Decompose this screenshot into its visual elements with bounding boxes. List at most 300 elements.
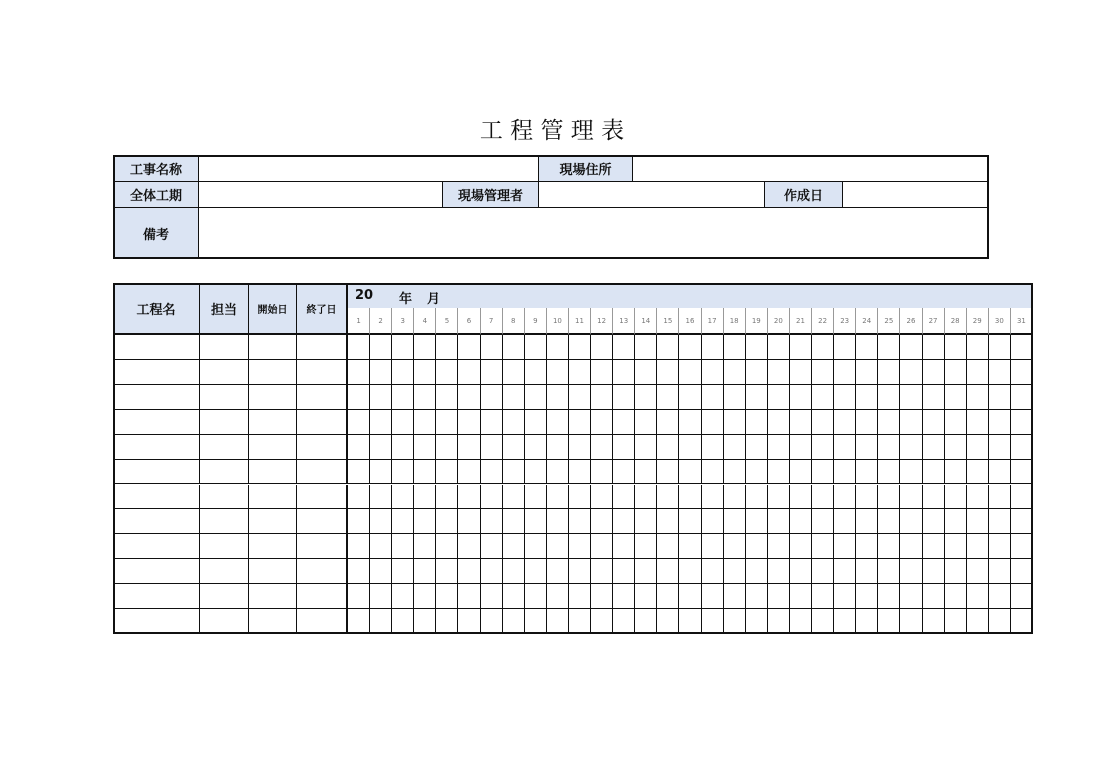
- day-cell[interactable]: [458, 460, 480, 484]
- day-cell[interactable]: [635, 385, 657, 409]
- day-cell[interactable]: [348, 485, 370, 509]
- day-cell[interactable]: [436, 385, 458, 409]
- person-cell[interactable]: [200, 534, 249, 558]
- day-cell[interactable]: [591, 385, 613, 409]
- day-cell[interactable]: [856, 485, 878, 509]
- day-cell[interactable]: [989, 584, 1011, 608]
- day-cell[interactable]: [679, 460, 701, 484]
- day-cell[interactable]: [900, 460, 922, 484]
- day-cell[interactable]: [481, 435, 503, 459]
- day-cell[interactable]: [436, 435, 458, 459]
- day-cell[interactable]: [547, 509, 569, 533]
- day-cell[interactable]: [834, 509, 856, 533]
- day-cell[interactable]: [414, 534, 436, 558]
- day-cell[interactable]: [989, 509, 1011, 533]
- day-cell[interactable]: [370, 335, 392, 359]
- day-cell[interactable]: [702, 584, 724, 608]
- end-date-cell[interactable]: [297, 435, 348, 459]
- day-cell[interactable]: [702, 435, 724, 459]
- day-cell[interactable]: [657, 609, 679, 634]
- day-cell[interactable]: [900, 485, 922, 509]
- day-cell[interactable]: [569, 385, 591, 409]
- person-cell[interactable]: [200, 584, 249, 608]
- day-cell[interactable]: [834, 609, 856, 634]
- day-cell[interactable]: [591, 534, 613, 558]
- day-cell[interactable]: [392, 609, 414, 634]
- day-cell[interactable]: [458, 360, 480, 384]
- day-cell[interactable]: [856, 335, 878, 359]
- day-cell[interactable]: [392, 435, 414, 459]
- day-cell[interactable]: [547, 485, 569, 509]
- day-cell[interactable]: [834, 360, 856, 384]
- person-cell[interactable]: [200, 385, 249, 409]
- start-date-cell[interactable]: [249, 485, 297, 509]
- day-cell[interactable]: [856, 584, 878, 608]
- day-cell[interactable]: [790, 559, 812, 583]
- day-cell[interactable]: [945, 559, 967, 583]
- day-cell[interactable]: [768, 410, 790, 434]
- day-cell[interactable]: [900, 410, 922, 434]
- day-cell[interactable]: [878, 509, 900, 533]
- day-cell[interactable]: [657, 485, 679, 509]
- end-date-cell[interactable]: [297, 360, 348, 384]
- day-cell[interactable]: [458, 485, 480, 509]
- day-cell[interactable]: [878, 584, 900, 608]
- day-cell[interactable]: [812, 335, 834, 359]
- process-name-cell[interactable]: [113, 360, 200, 384]
- day-cell[interactable]: [657, 460, 679, 484]
- day-cell[interactable]: [724, 509, 746, 533]
- day-cell[interactable]: [900, 385, 922, 409]
- day-cell[interactable]: [525, 385, 547, 409]
- day-cell[interactable]: [458, 435, 480, 459]
- day-cell[interactable]: [967, 584, 989, 608]
- day-cell[interactable]: [790, 460, 812, 484]
- day-cell[interactable]: [547, 385, 569, 409]
- day-cell[interactable]: [613, 509, 635, 533]
- day-cell[interactable]: [724, 534, 746, 558]
- day-cell[interactable]: [856, 609, 878, 634]
- day-cell[interactable]: [989, 534, 1011, 558]
- day-cell[interactable]: [1011, 584, 1033, 608]
- day-cell[interactable]: [392, 485, 414, 509]
- day-cell[interactable]: [967, 609, 989, 634]
- day-cell[interactable]: [679, 509, 701, 533]
- day-cell[interactable]: [591, 335, 613, 359]
- process-name-cell[interactable]: [113, 410, 200, 434]
- day-cell[interactable]: [613, 410, 635, 434]
- day-cell[interactable]: [768, 335, 790, 359]
- day-cell[interactable]: [812, 584, 834, 608]
- day-cell[interactable]: [525, 559, 547, 583]
- day-cell[interactable]: [989, 410, 1011, 434]
- day-cell[interactable]: [370, 609, 392, 634]
- day-cell[interactable]: [679, 335, 701, 359]
- day-cell[interactable]: [878, 559, 900, 583]
- day-cell[interactable]: [1011, 559, 1033, 583]
- day-cell[interactable]: [702, 460, 724, 484]
- day-cell[interactable]: [900, 360, 922, 384]
- day-cell[interactable]: [989, 385, 1011, 409]
- day-cell[interactable]: [370, 460, 392, 484]
- day-cell[interactable]: [458, 559, 480, 583]
- day-cell[interactable]: [878, 460, 900, 484]
- day-cell[interactable]: [547, 534, 569, 558]
- day-cell[interactable]: [790, 534, 812, 558]
- day-cell[interactable]: [967, 460, 989, 484]
- day-cell[interactable]: [967, 410, 989, 434]
- day-cell[interactable]: [414, 460, 436, 484]
- day-cell[interactable]: [923, 559, 945, 583]
- day-cell[interactable]: [768, 534, 790, 558]
- day-cell[interactable]: [900, 509, 922, 533]
- day-cell[interactable]: [503, 335, 525, 359]
- day-cell[interactable]: [370, 435, 392, 459]
- day-cell[interactable]: [724, 460, 746, 484]
- day-cell[interactable]: [702, 559, 724, 583]
- day-cell[interactable]: [458, 385, 480, 409]
- day-cell[interactable]: [834, 435, 856, 459]
- day-cell[interactable]: [458, 534, 480, 558]
- day-cell[interactable]: [547, 609, 569, 634]
- site-address-field[interactable]: [632, 155, 989, 182]
- day-cell[interactable]: [834, 485, 856, 509]
- day-cell[interactable]: [812, 385, 834, 409]
- day-cell[interactable]: [392, 584, 414, 608]
- day-cell[interactable]: [989, 335, 1011, 359]
- start-date-cell[interactable]: [249, 509, 297, 533]
- day-cell[interactable]: [458, 410, 480, 434]
- day-cell[interactable]: [1011, 534, 1033, 558]
- day-cell[interactable]: [591, 485, 613, 509]
- day-cell[interactable]: [878, 385, 900, 409]
- day-cell[interactable]: [458, 509, 480, 533]
- day-cell[interactable]: [812, 559, 834, 583]
- day-cell[interactable]: [613, 485, 635, 509]
- end-date-cell[interactable]: [297, 335, 348, 359]
- day-cell[interactable]: [635, 559, 657, 583]
- day-cell[interactable]: [348, 460, 370, 484]
- day-cell[interactable]: [370, 410, 392, 434]
- day-cell[interactable]: [790, 485, 812, 509]
- day-cell[interactable]: [635, 410, 657, 434]
- day-cell[interactable]: [635, 485, 657, 509]
- day-cell[interactable]: [547, 584, 569, 608]
- day-cell[interactable]: [481, 385, 503, 409]
- day-cell[interactable]: [436, 509, 458, 533]
- day-cell[interactable]: [746, 410, 768, 434]
- day-cell[interactable]: [613, 335, 635, 359]
- day-cell[interactable]: [790, 435, 812, 459]
- day-cell[interactable]: [746, 609, 768, 634]
- day-cell[interactable]: [834, 410, 856, 434]
- process-name-cell[interactable]: [113, 559, 200, 583]
- day-cell[interactable]: [724, 410, 746, 434]
- day-cell[interactable]: [613, 534, 635, 558]
- start-date-cell[interactable]: [249, 460, 297, 484]
- day-cell[interactable]: [525, 509, 547, 533]
- day-cell[interactable]: [1011, 410, 1033, 434]
- day-cell[interactable]: [569, 509, 591, 533]
- day-cell[interactable]: [569, 559, 591, 583]
- person-cell[interactable]: [200, 435, 249, 459]
- day-cell[interactable]: [768, 559, 790, 583]
- day-cell[interactable]: [856, 385, 878, 409]
- day-cell[interactable]: [392, 534, 414, 558]
- day-cell[interactable]: [945, 485, 967, 509]
- day-cell[interactable]: [525, 534, 547, 558]
- day-cell[interactable]: [856, 559, 878, 583]
- day-cell[interactable]: [790, 335, 812, 359]
- day-cell[interactable]: [679, 609, 701, 634]
- day-cell[interactable]: [967, 435, 989, 459]
- day-cell[interactable]: [768, 435, 790, 459]
- day-cell[interactable]: [525, 485, 547, 509]
- end-date-cell[interactable]: [297, 509, 348, 533]
- day-cell[interactable]: [392, 385, 414, 409]
- process-name-cell[interactable]: [113, 584, 200, 608]
- created-date-field[interactable]: [842, 181, 989, 208]
- day-cell[interactable]: [923, 584, 945, 608]
- day-cell[interactable]: [812, 460, 834, 484]
- day-cell[interactable]: [834, 460, 856, 484]
- day-cell[interactable]: [503, 410, 525, 434]
- day-cell[interactable]: [635, 534, 657, 558]
- day-cell[interactable]: [414, 410, 436, 434]
- day-cell[interactable]: [923, 534, 945, 558]
- day-cell[interactable]: [503, 509, 525, 533]
- day-cell[interactable]: [436, 360, 458, 384]
- start-date-cell[interactable]: [249, 385, 297, 409]
- day-cell[interactable]: [834, 584, 856, 608]
- day-cell[interactable]: [591, 435, 613, 459]
- day-cell[interactable]: [724, 559, 746, 583]
- day-cell[interactable]: [591, 360, 613, 384]
- day-cell[interactable]: [613, 460, 635, 484]
- day-cell[interactable]: [525, 360, 547, 384]
- day-cell[interactable]: [569, 485, 591, 509]
- day-cell[interactable]: [856, 410, 878, 434]
- day-cell[interactable]: [856, 509, 878, 533]
- process-name-cell[interactable]: [113, 435, 200, 459]
- day-cell[interactable]: [370, 385, 392, 409]
- day-cell[interactable]: [613, 435, 635, 459]
- day-cell[interactable]: [436, 584, 458, 608]
- day-cell[interactable]: [702, 410, 724, 434]
- day-cell[interactable]: [547, 460, 569, 484]
- day-cell[interactable]: [812, 534, 834, 558]
- day-cell[interactable]: [613, 385, 635, 409]
- day-cell[interactable]: [591, 410, 613, 434]
- day-cell[interactable]: [591, 584, 613, 608]
- day-cell[interactable]: [989, 559, 1011, 583]
- day-cell[interactable]: [414, 435, 436, 459]
- day-cell[interactable]: [414, 360, 436, 384]
- day-cell[interactable]: [900, 335, 922, 359]
- end-date-cell[interactable]: [297, 410, 348, 434]
- person-cell[interactable]: [200, 335, 249, 359]
- day-cell[interactable]: [967, 534, 989, 558]
- day-cell[interactable]: [392, 360, 414, 384]
- start-date-cell[interactable]: [249, 435, 297, 459]
- day-cell[interactable]: [856, 534, 878, 558]
- day-cell[interactable]: [370, 559, 392, 583]
- day-cell[interactable]: [657, 509, 679, 533]
- day-cell[interactable]: [635, 584, 657, 608]
- day-cell[interactable]: [768, 609, 790, 634]
- day-cell[interactable]: [635, 360, 657, 384]
- day-cell[interactable]: [923, 410, 945, 434]
- day-cell[interactable]: [812, 435, 834, 459]
- day-cell[interactable]: [702, 360, 724, 384]
- day-cell[interactable]: [348, 559, 370, 583]
- day-cell[interactable]: [392, 559, 414, 583]
- day-cell[interactable]: [989, 609, 1011, 634]
- day-cell[interactable]: [945, 410, 967, 434]
- day-cell[interactable]: [790, 584, 812, 608]
- day-cell[interactable]: [923, 385, 945, 409]
- day-cell[interactable]: [481, 559, 503, 583]
- day-cell[interactable]: [724, 385, 746, 409]
- day-cell[interactable]: [967, 559, 989, 583]
- day-cell[interactable]: [525, 335, 547, 359]
- day-cell[interactable]: [547, 559, 569, 583]
- day-cell[interactable]: [481, 509, 503, 533]
- day-cell[interactable]: [1011, 509, 1033, 533]
- day-cell[interactable]: [923, 335, 945, 359]
- day-cell[interactable]: [370, 534, 392, 558]
- day-cell[interactable]: [657, 385, 679, 409]
- day-cell[interactable]: [945, 435, 967, 459]
- day-cell[interactable]: [525, 609, 547, 634]
- day-cell[interactable]: [436, 460, 458, 484]
- day-cell[interactable]: [900, 584, 922, 608]
- day-cell[interactable]: [635, 609, 657, 634]
- day-cell[interactable]: [591, 509, 613, 533]
- day-cell[interactable]: [834, 385, 856, 409]
- day-cell[interactable]: [392, 460, 414, 484]
- day-cell[interactable]: [657, 360, 679, 384]
- day-cell[interactable]: [945, 534, 967, 558]
- day-cell[interactable]: [856, 360, 878, 384]
- end-date-cell[interactable]: [297, 534, 348, 558]
- day-cell[interactable]: [591, 460, 613, 484]
- day-cell[interactable]: [481, 609, 503, 634]
- day-cell[interactable]: [967, 485, 989, 509]
- day-cell[interactable]: [481, 534, 503, 558]
- day-cell[interactable]: [989, 360, 1011, 384]
- day-cell[interactable]: [812, 609, 834, 634]
- day-cell[interactable]: [746, 435, 768, 459]
- day-cell[interactable]: [790, 509, 812, 533]
- process-name-cell[interactable]: [113, 609, 200, 634]
- person-cell[interactable]: [200, 410, 249, 434]
- day-cell[interactable]: [923, 460, 945, 484]
- day-cell[interactable]: [436, 534, 458, 558]
- day-cell[interactable]: [503, 559, 525, 583]
- day-cell[interactable]: [348, 385, 370, 409]
- day-cell[interactable]: [834, 335, 856, 359]
- day-cell[interactable]: [724, 435, 746, 459]
- day-cell[interactable]: [900, 559, 922, 583]
- day-cell[interactable]: [790, 360, 812, 384]
- day-cell[interactable]: [458, 335, 480, 359]
- day-cell[interactable]: [724, 335, 746, 359]
- day-cell[interactable]: [657, 410, 679, 434]
- day-cell[interactable]: [989, 460, 1011, 484]
- day-cell[interactable]: [547, 360, 569, 384]
- day-cell[interactable]: [436, 410, 458, 434]
- day-cell[interactable]: [481, 460, 503, 484]
- day-cell[interactable]: [768, 360, 790, 384]
- person-cell[interactable]: [200, 460, 249, 484]
- day-cell[interactable]: [525, 584, 547, 608]
- day-cell[interactable]: [746, 584, 768, 608]
- day-cell[interactable]: [436, 609, 458, 634]
- process-name-cell[interactable]: [113, 460, 200, 484]
- day-cell[interactable]: [348, 509, 370, 533]
- day-cell[interactable]: [348, 435, 370, 459]
- day-cell[interactable]: [702, 534, 724, 558]
- day-cell[interactable]: [348, 534, 370, 558]
- day-cell[interactable]: [856, 460, 878, 484]
- day-cell[interactable]: [945, 584, 967, 608]
- day-cell[interactable]: [414, 335, 436, 359]
- day-cell[interactable]: [458, 584, 480, 608]
- day-cell[interactable]: [481, 410, 503, 434]
- day-cell[interactable]: [657, 584, 679, 608]
- day-cell[interactable]: [392, 410, 414, 434]
- day-cell[interactable]: [503, 435, 525, 459]
- day-cell[interactable]: [1011, 385, 1033, 409]
- day-cell[interactable]: [724, 360, 746, 384]
- day-cell[interactable]: [724, 609, 746, 634]
- day-cell[interactable]: [481, 584, 503, 608]
- day-cell[interactable]: [591, 609, 613, 634]
- day-cell[interactable]: [768, 385, 790, 409]
- day-cell[interactable]: [569, 460, 591, 484]
- day-cell[interactable]: [679, 410, 701, 434]
- day-cell[interactable]: [945, 509, 967, 533]
- day-cell[interactable]: [370, 485, 392, 509]
- day-cell[interactable]: [702, 385, 724, 409]
- day-cell[interactable]: [436, 485, 458, 509]
- day-cell[interactable]: [923, 435, 945, 459]
- day-cell[interactable]: [657, 335, 679, 359]
- day-cell[interactable]: [702, 335, 724, 359]
- day-cell[interactable]: [834, 559, 856, 583]
- day-cell[interactable]: [746, 559, 768, 583]
- day-cell[interactable]: [768, 460, 790, 484]
- project-name-field[interactable]: [198, 155, 539, 182]
- day-cell[interactable]: [945, 360, 967, 384]
- day-cell[interactable]: [525, 460, 547, 484]
- day-cell[interactable]: [613, 559, 635, 583]
- day-cell[interactable]: [458, 609, 480, 634]
- day-cell[interactable]: [569, 410, 591, 434]
- day-cell[interactable]: [967, 360, 989, 384]
- day-cell[interactable]: [635, 460, 657, 484]
- day-cell[interactable]: [768, 485, 790, 509]
- day-cell[interactable]: [812, 360, 834, 384]
- day-cell[interactable]: [547, 410, 569, 434]
- process-name-cell[interactable]: [113, 485, 200, 509]
- day-cell[interactable]: [414, 609, 436, 634]
- end-date-cell[interactable]: [297, 609, 348, 634]
- start-date-cell[interactable]: [249, 559, 297, 583]
- day-cell[interactable]: [746, 509, 768, 533]
- day-cell[interactable]: [878, 435, 900, 459]
